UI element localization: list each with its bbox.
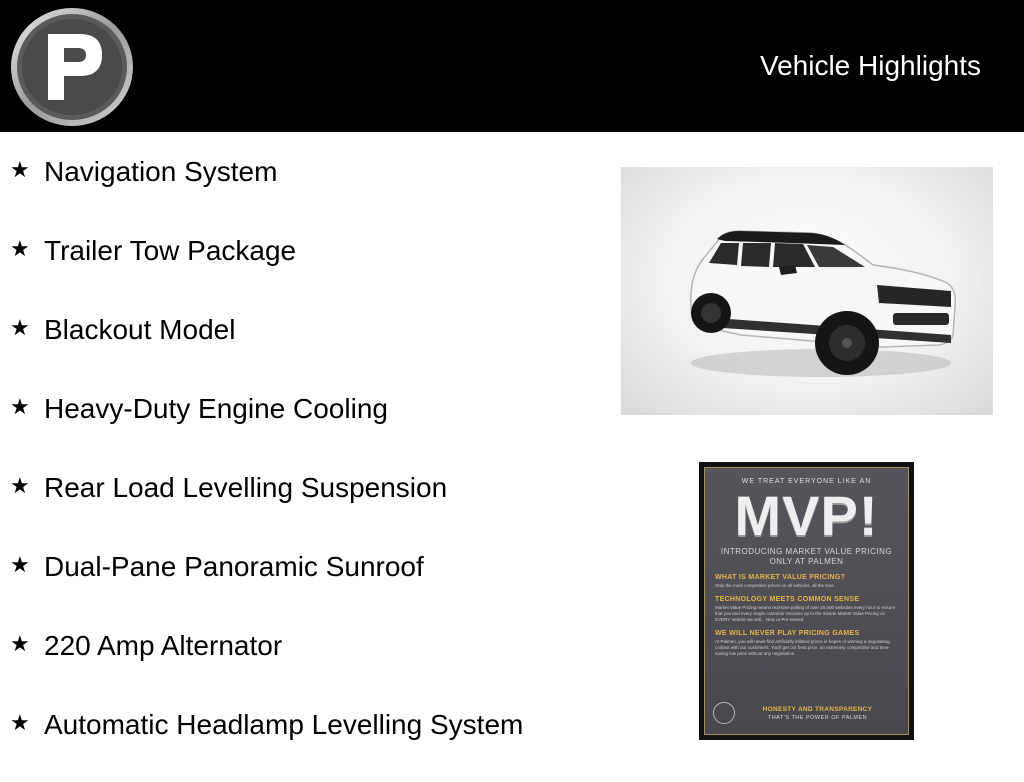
promo-footer [713, 700, 900, 726]
promo-section [705, 630, 908, 657]
feature-list [10, 150, 610, 782]
list-item [10, 229, 610, 308]
page-title: Vehicle Highlights [759, 50, 981, 81]
feature-label: Navigation System [44, 156, 278, 187]
promo-tagline: WE TREAT EVERYONE LIKE AN [741, 478, 872, 485]
star-icon: ★ [10, 394, 30, 419]
star-icon: ★ [10, 473, 30, 498]
feature-label: Rear Load Levelling Suspension [44, 472, 448, 503]
list-item [10, 150, 610, 229]
feature-label: Blackout Model [44, 314, 236, 345]
star-icon: ★ [10, 236, 30, 261]
promo-section-heading: WHAT IS MARKET VALUE PRICING? [715, 574, 846, 581]
promo-section [705, 596, 908, 623]
list-item [10, 387, 610, 466]
star-icon: ★ [10, 552, 30, 577]
promo-section-heading: WE WILL NEVER PLAY PRICING GAMES [715, 630, 860, 637]
feature-label: Heavy-Duty Engine Cooling [44, 393, 388, 424]
white-suv-icon [621, 167, 993, 415]
list-item [10, 308, 610, 387]
seal-icon [713, 702, 735, 724]
star-icon: ★ [10, 315, 30, 340]
promo-section-text: At Palmen, you will never find artificially inflated prices in hopes of winning a negotiating contest with our customers. You'll get our best price, an extremely competitive and time-saving low price without any negotiation. [715, 639, 890, 656]
promo-footer-heading: HONESTY AND TRANSPARENCY [762, 705, 873, 713]
vehicle-photo [621, 167, 993, 415]
promo-flyer [699, 462, 914, 740]
list-item [10, 624, 610, 703]
promo-section-text: Market Value Pricing means real-time polling of over 20,000 websites every hour to ensure that you and every single customer receives up to the minute Market Value Pricing on EVERY Vehicle we sell... New or Pre-owned. [715, 605, 896, 622]
promo-intro: INTRODUCING MARKET VALUE PRICING ONLY AT PALMEN [720, 547, 893, 566]
promo-section [705, 574, 908, 589]
promo-section-heading: TECHNOLOGY MEETS COMMON SENSE [715, 596, 860, 603]
star-icon: ★ [10, 631, 30, 656]
promo-section-text: Only the most competitive prices on all vehicles, all the time. [715, 583, 836, 588]
feature-label: 220 Amp Alternator [44, 630, 283, 661]
feature-label: Dual-Pane Panoramic Sunroof [44, 551, 424, 582]
list-item [10, 703, 610, 782]
list-item [10, 466, 610, 545]
feature-label: Automatic Headlamp Levelling System [44, 709, 524, 740]
star-icon: ★ [10, 157, 30, 182]
list-item [10, 545, 610, 624]
star-icon: ★ [10, 710, 30, 735]
promo-footer-text [735, 706, 900, 721]
promo-card [704, 467, 909, 735]
header-bar [0, 0, 1024, 132]
feature-label: Trailer Tow Package [44, 235, 297, 266]
promo-headline: MVP! [734, 484, 879, 547]
promo-footer-subtitle: THAT'S THE POWER OF PALMEN [767, 714, 868, 721]
palmen-p-logo-icon [10, 8, 134, 126]
